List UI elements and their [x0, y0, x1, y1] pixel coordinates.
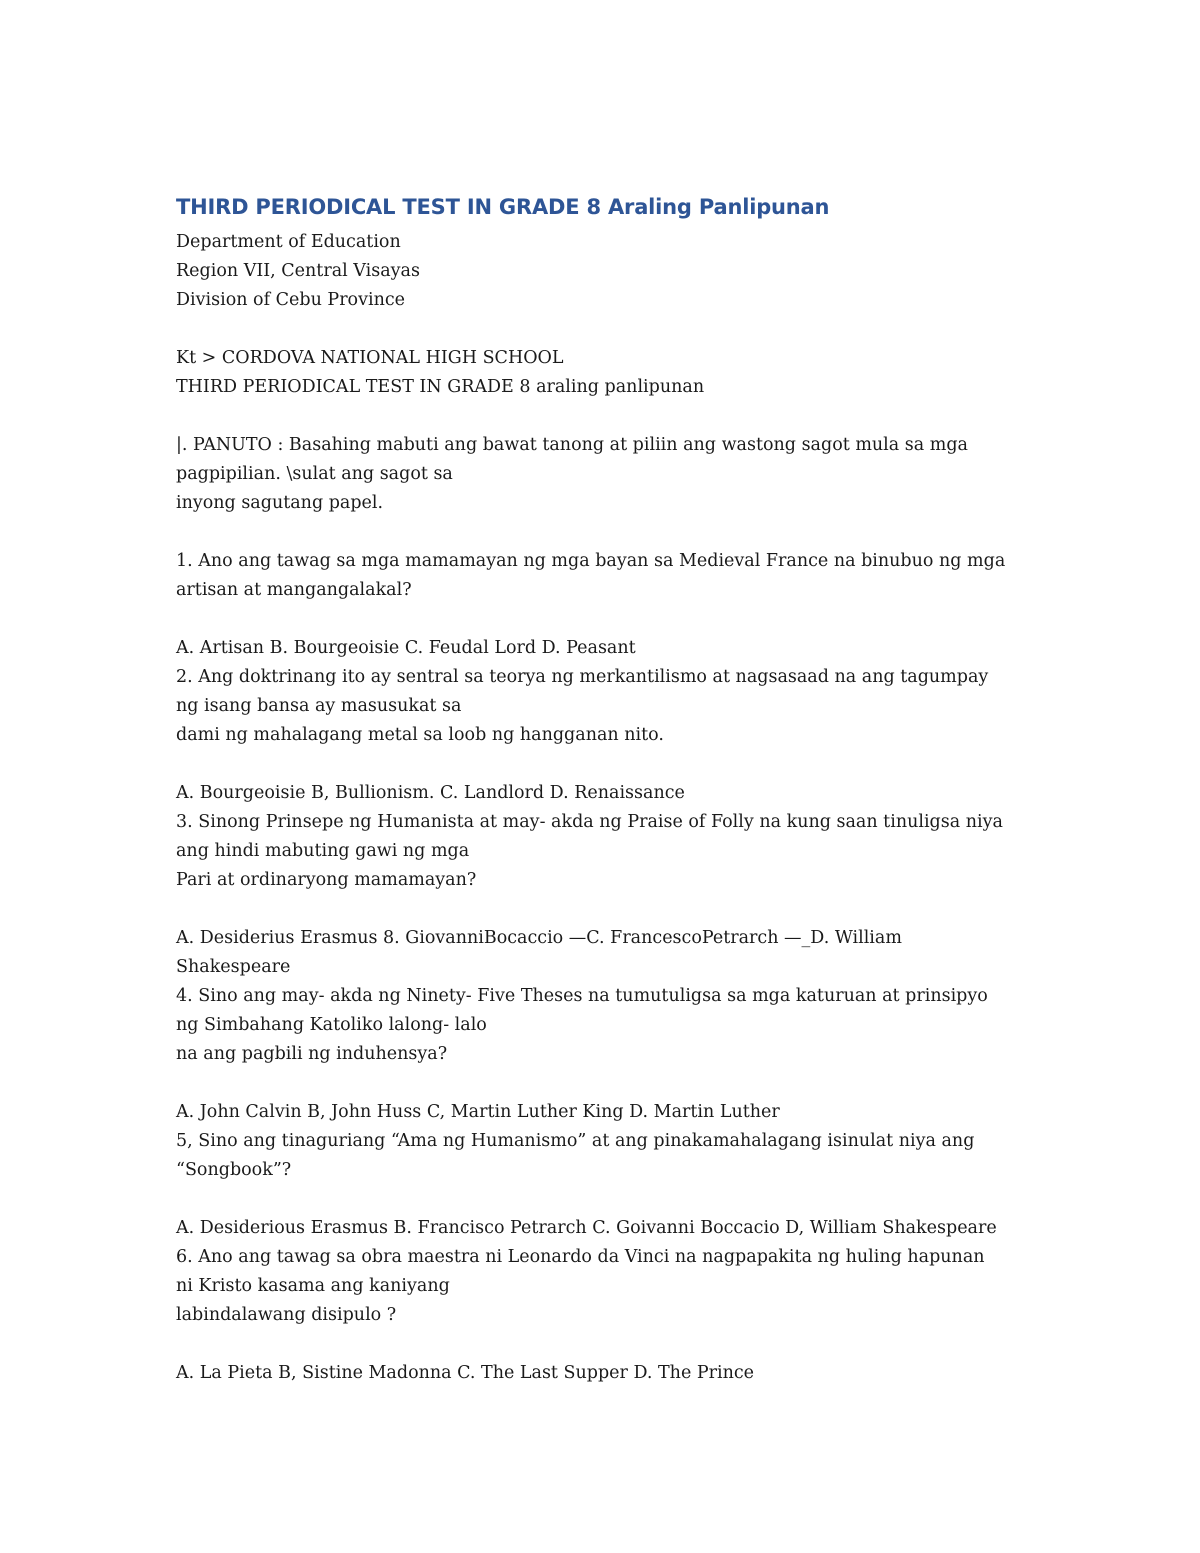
- spacer: [176, 1185, 1036, 1214]
- question-4-text: ng Simbahang Katoliko lalong- lalo: [176, 1015, 487, 1035]
- instruction-line: inyong sagutang papel.: [176, 493, 384, 513]
- question-2-text: 2. Ang doktrinang ito ay sentral sa teorya ng merkantilismo at nagsasaad na ang tagumpay: [176, 667, 989, 687]
- spacer: [176, 605, 1036, 634]
- question-2-text: dami ng mahalagang metal sa loob ng hangganan nito.: [176, 725, 664, 745]
- question-3-text: 3. Sinong Prinsepe ng Humanista at may- akda ng Praise of Folly na kung saan tinuligsa niya: [176, 812, 1003, 832]
- question-6-text: ni Kristo kasama ang kaniyang: [176, 1276, 450, 1296]
- instruction-line: |. PANUTO : Basahing mabuti ang bawat tanong at piliin ang wastong sagot mula sa mga: [176, 435, 968, 455]
- question-2-choices: A. Bourgeoisie B, Bullionism. C. Landlord D. Renaissance: [176, 783, 685, 803]
- question-1-choices: A. Artisan B. Bourgeoisie C. Feudal Lord D. Peasant: [176, 638, 636, 658]
- question-3-choices: A. Desiderius Erasmus 8. GiovanniBocaccio —C. FrancescoPetrarch —_D. William: [176, 928, 902, 948]
- spacer: [176, 895, 1036, 924]
- spacer: [176, 750, 1036, 779]
- header-line-division: Division of Cebu Province: [176, 290, 406, 310]
- question-3-text: ang hindi mabuting gawi ng mga: [176, 841, 470, 861]
- header-line-department: Department of Education: [176, 232, 401, 252]
- question-1-text: 1. Ano ang tawag sa mga mamamayan ng mga bayan sa Medieval France na binubuo ng mga: [176, 551, 1006, 571]
- question-2-text: ng isang bansa ay masusukat sa: [176, 696, 462, 716]
- test-subtitle: THIRD PERIODICAL TEST IN GRADE 8 araling panlipunan: [176, 377, 705, 397]
- question-6-text: labindalawang disipulo ?: [176, 1305, 397, 1325]
- school-name: Kt > CORDOVA NATIONAL HIGH SCHOOL: [176, 348, 564, 368]
- question-5-choices: A. Desiderious Erasmus B. Francisco Petrarch C. Goivanni Boccacio D, William Shakespeare: [176, 1218, 997, 1238]
- spacer: [176, 1330, 1036, 1359]
- instruction-line: pagpipilian. \sulat ang sagot sa: [176, 464, 453, 484]
- question-6-text: 6. Ano ang tawag sa obra maestra ni Leonardo da Vinci na nagpapakita ng huling hapunan: [176, 1247, 985, 1267]
- question-5-text: 5, Sino ang tinaguriang “Ama ng Humanismo” at ang pinakamahalagang isinulat niya ang: [176, 1131, 975, 1151]
- spacer: [176, 518, 1036, 547]
- question-3-choices: Shakespeare: [176, 957, 291, 977]
- question-5-text: “Songbook”?: [176, 1160, 292, 1180]
- question-4-text: na ang pagbili ng induhensya?: [176, 1044, 448, 1064]
- question-4-choices: A. John Calvin B, John Huss C, Martin Luther King D. Martin Luther: [176, 1102, 780, 1122]
- header-line-region: Region VII, Central Visayas: [176, 261, 420, 281]
- spacer: [176, 315, 1036, 344]
- question-6-choices: A. La Pieta B, Sistine Madonna C. The Last Supper D. The Prince: [176, 1363, 755, 1383]
- spacer: [176, 402, 1036, 431]
- document-title: THIRD PERIODICAL TEST IN GRADE 8 Araling Panlipunan: [176, 195, 830, 219]
- question-3-text: Pari at ordinaryong mamamayan?: [176, 870, 477, 890]
- question-4-text: 4. Sino ang may- akda ng Ninety- Five Theses na tumutuligsa sa mga katuruan at prinsipyo: [176, 986, 988, 1006]
- document-page: [176, 192, 1036, 1388]
- question-1-text: artisan at mangangalakal?: [176, 580, 412, 600]
- spacer: [176, 1069, 1036, 1098]
